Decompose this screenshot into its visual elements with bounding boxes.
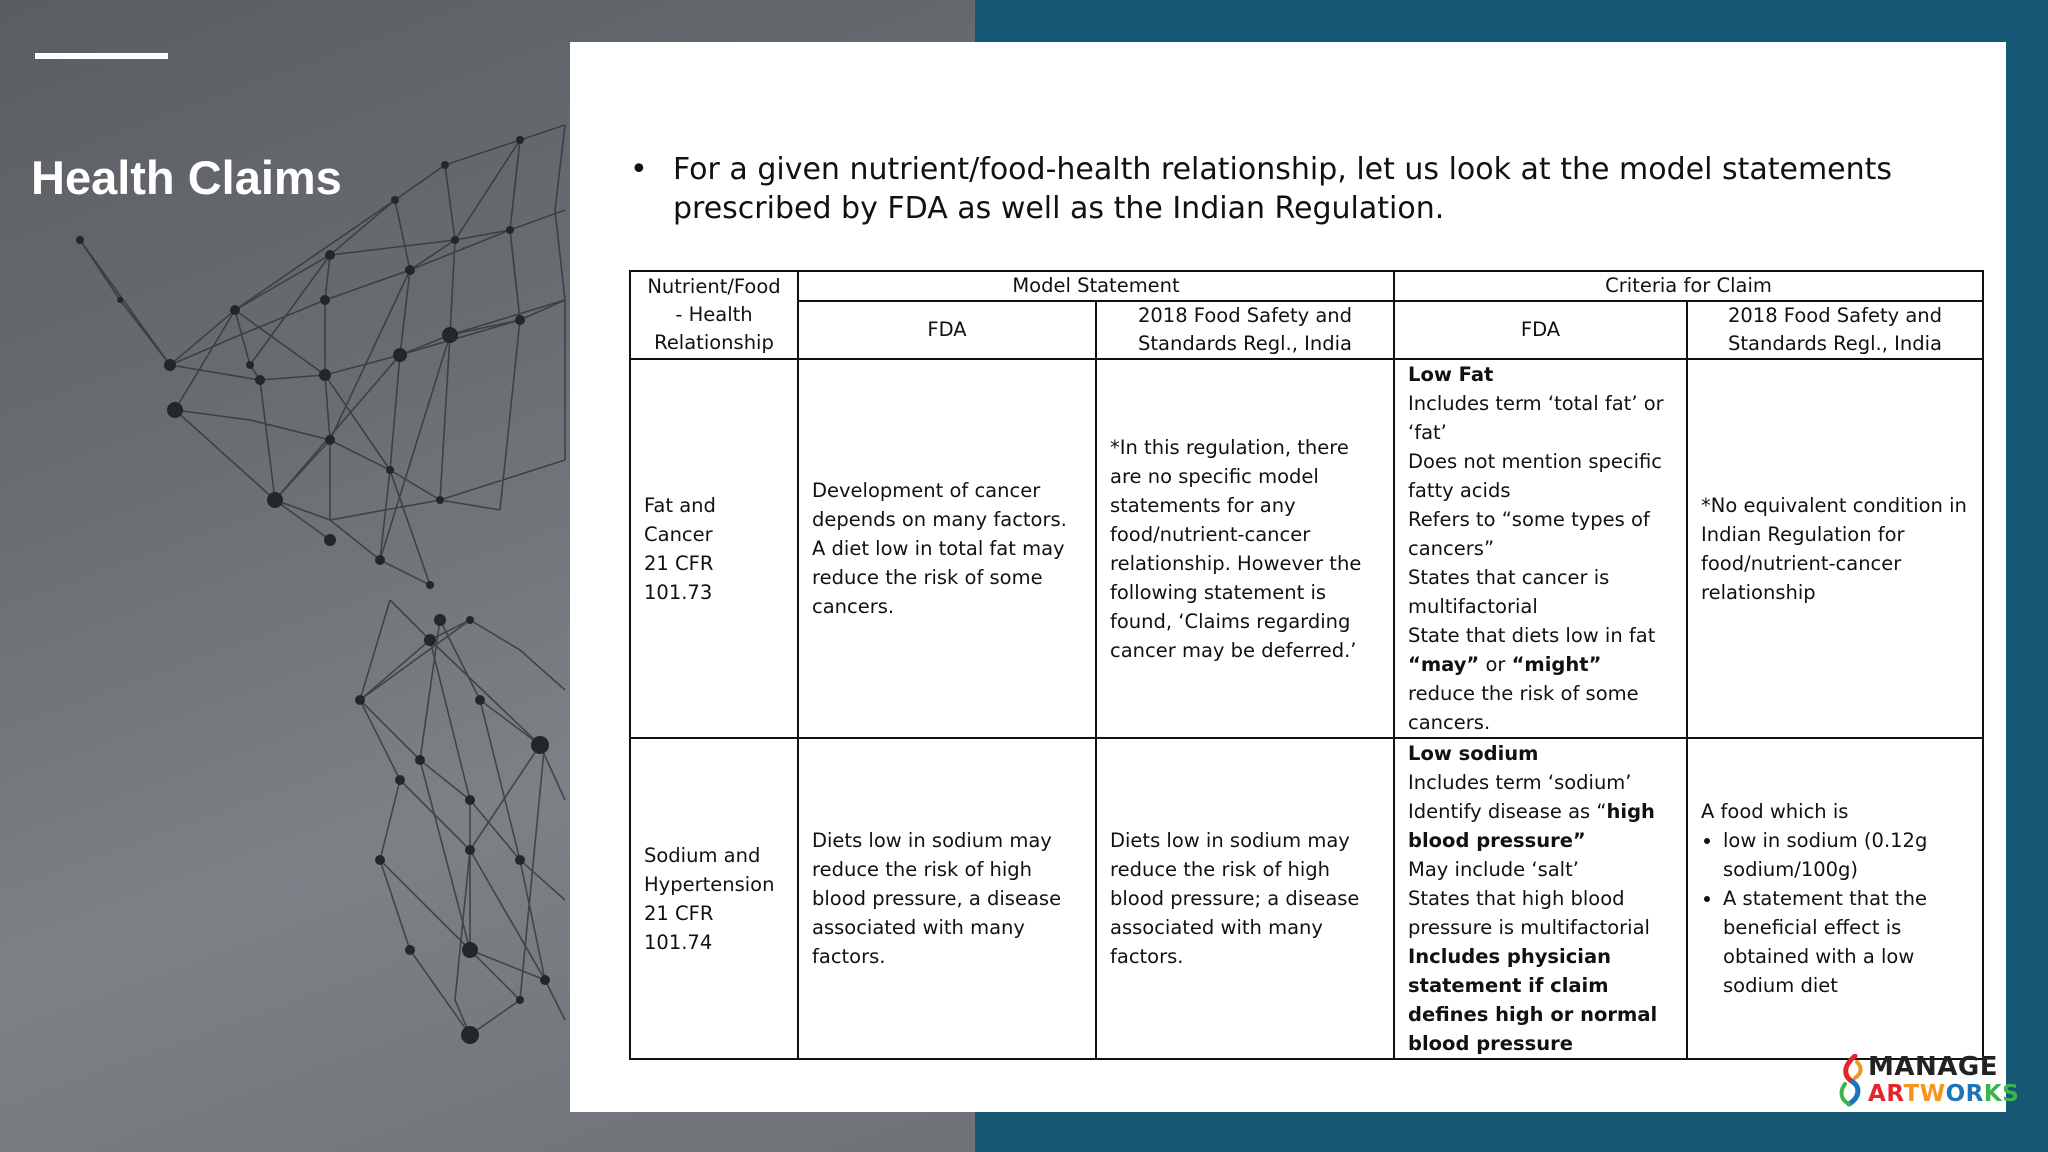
intro-bullet <box>630 150 1930 228</box>
manage-artworks-logo <box>1835 1052 2020 1112</box>
relationship-cell: Fat and Cancer 21 CFR 101.73 <box>630 359 798 738</box>
intro-text: For a given nutrient/food-health relationship, let us look at the model statements prescribed by FDA as well as the Indian Regulation. <box>673 152 1893 226</box>
table-row <box>630 359 1983 738</box>
criteria-india-list <box>1701 826 1969 1000</box>
criteria-heading: Low sodium <box>1408 742 1539 765</box>
model-india-cell: Diets low in sodium may reduce the risk of high blood pressure; a disease associated with many factors. <box>1096 738 1394 1059</box>
model-fda-cell: Diets low in sodium may reduce the risk of high blood pressure, a disease associated with many factors. <box>798 738 1096 1059</box>
health-claims-table <box>629 270 1984 1060</box>
relationship-cell: Sodium and Hypertension 21 CFR 101.74 <box>630 738 798 1059</box>
criteria-india-cell: *No equivalent condition in Indian Regulation for food/nutrient-cancer relationship <box>1687 359 1983 738</box>
header-criteria-india: 2018 Food Safety and Standards Regl., India <box>1687 301 1983 359</box>
logo-swirl-icon <box>1835 1054 1869 1110</box>
header-model-statement: Model Statement <box>798 271 1394 301</box>
criteria-heading: Low Fat <box>1408 363 1494 386</box>
header-criteria: Criteria for Claim <box>1394 271 1983 301</box>
logo-line-1: MANAGE <box>1868 1052 1998 1082</box>
header-model-fda: FDA <box>798 301 1096 359</box>
table-row <box>630 738 1983 1059</box>
list-item: • low in sodium (0.12g sodium/100g) <box>1723 826 1969 884</box>
bullet-dot-icon: • <box>630 152 648 187</box>
list-item: • A statement that the beneficial effect is obtained with a low sodium diet <box>1723 884 1969 1000</box>
header-criteria-fda: FDA <box>1394 301 1687 359</box>
slide-title: Health Claims <box>31 151 342 204</box>
content-card <box>570 42 2020 1112</box>
criteria-fda-cell: Low Fat Includes term ‘total fat’ or ‘fat’ Does not mention specific fatty acids Refers to “some types of cancers” States that cancer is multifactorial State that diets low in fat “may” or “might” reduce the risk of some cancers. <box>1394 359 1687 738</box>
title-accent-bar <box>35 53 168 59</box>
criteria-fda-cell: Low sodium Includes term ‘sodium’ Identify disease as “high blood pressure” May include ‘salt’ States that high blood pressure is multifactorial Includes physician statement if claim defines high or normal blood pressure <box>1394 738 1687 1059</box>
header-relationship: Nutrient/Food - Health Relationship <box>630 271 798 359</box>
model-india-cell: *In this regulation, there are no specific model statements for any food/nutrient-cancer relationship. However the following statement is found, ‘Claims regarding cancer may be deferred.’ <box>1096 359 1394 738</box>
header-model-india: 2018 Food Safety and Standards Regl., India <box>1096 301 1394 359</box>
criteria-india-cell: A food which is • low in sodium (0.12g sodium/100g) • A statement that the beneficial effect is obtained with a low sodium diet <box>1687 738 1983 1059</box>
logo-line-2: ARTWORKS <box>1868 1081 2020 1107</box>
model-fda-cell: Development of cancer depends on many factors. A diet low in total fat may reduce the risk of some cancers. <box>798 359 1096 738</box>
